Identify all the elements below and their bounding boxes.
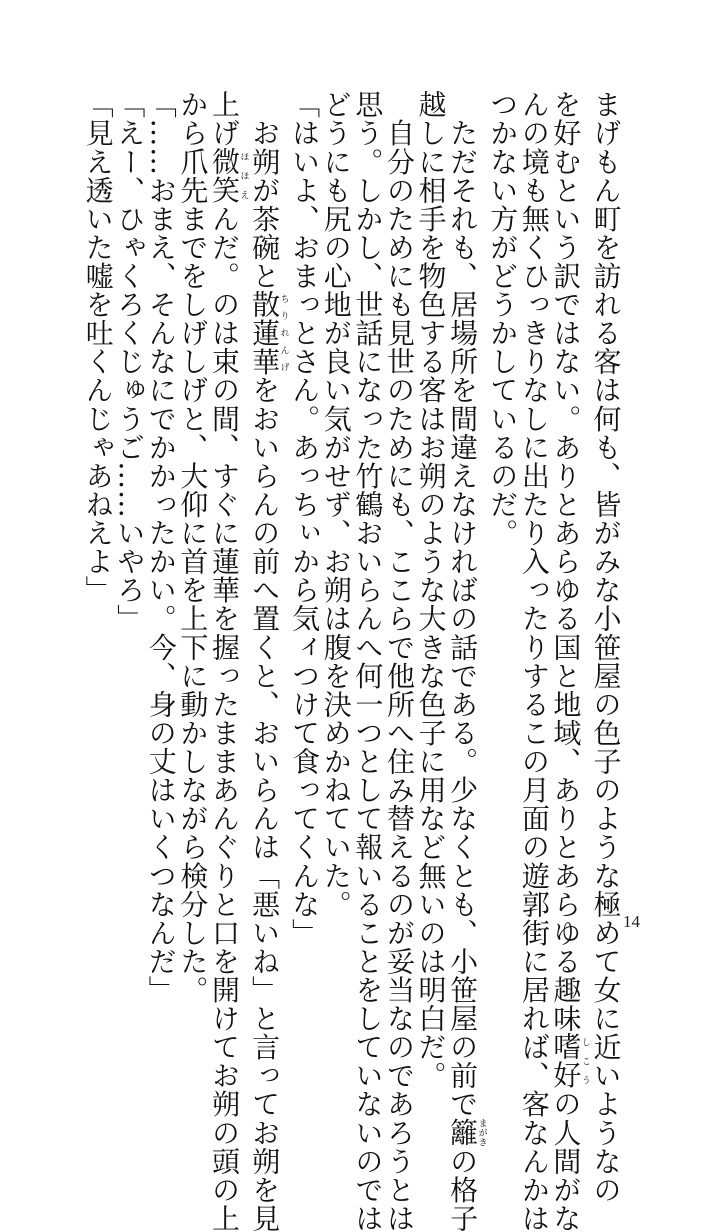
ruby-word (446, 1118, 487, 1147)
ruby-reading: しこう (579, 1032, 590, 1090)
text-segment: どうにも尻の心地が良い気がせず、お朔は腹を決めかねていた。 (319, 90, 353, 919)
ruby-base: 籬 (446, 1118, 480, 1147)
text-segment: 自分のためにも見世のためにも、ここらで他所へ住み替えるのが妥当なのであろうとは (382, 90, 416, 1232)
text-line (549, 90, 590, 1232)
text-line (351, 90, 385, 1232)
text-line (517, 90, 551, 1232)
ruby-reading: ほほえ (238, 147, 249, 205)
text-segment: 上げ (207, 90, 241, 148)
text-line (288, 90, 322, 947)
text-segment: つかない方がどうかしているのだ。 (486, 90, 520, 547)
page-number: 14 (623, 912, 640, 931)
text-segment: 「えー、ひゃくろくじゅうご……いやろ」 (113, 90, 147, 633)
text-segment: まげもん町を訪れる客は何も、皆がみな小笹屋の色子のような極めて女に近いようなの (589, 90, 623, 1204)
text-segment: 越しに相手を物色する客はお朔のような大きな色子に用など無いのは明白だ。 (414, 90, 448, 1090)
text-segment: をおいらんの前へ置くと、おいらんは「悪いね」と言ってお朔を見 (248, 375, 282, 1232)
text-segment: を好むという訳ではない。ありとあらゆる国と地域、ありとあらゆる趣味 (549, 90, 583, 1033)
text-line (176, 90, 210, 1004)
text-segment: んの境も無くひっきりなしに出たり入ったりするこの月面の遊郭街に居れば、客なんかは (517, 90, 551, 1232)
text-segment: 「はいよ、おまっとさん。あっちぃから気ィつけて食ってくんな」 (288, 90, 322, 947)
text-segment: んだ。のは束の間、すぐに蓮華を握ったままあんぐりと口を開けてお朔の頭の上 (207, 204, 241, 1232)
ruby-word (207, 147, 249, 205)
text-segment: の格子 (446, 1146, 480, 1232)
text-segment: 「……おまえ、そんなにでかかったかい。今、身の丈はいくつなんだ」 (144, 90, 178, 1004)
text-line (144, 90, 178, 1004)
ruby-base: 微笑 (207, 147, 241, 205)
ruby-reading: まがき (476, 1118, 487, 1147)
ruby-base: 嗜好 (549, 1032, 583, 1090)
text-line (589, 90, 623, 1204)
text-segment: 思う。しかし、世話になった竹鶴おいらんへ何一つとして報いることをしていないのでは (351, 90, 385, 1232)
text-line (382, 90, 416, 1232)
text-line (446, 90, 487, 1232)
text-line (248, 90, 289, 1232)
text-line (414, 90, 448, 1090)
text-line (487, 90, 519, 880)
text-segment: お朔が茶碗と (248, 90, 282, 290)
text-line (82, 90, 114, 880)
ruby-reading: ちりれんげ (278, 289, 289, 376)
ruby-base: 散蓮華 (248, 289, 282, 376)
text-line (114, 90, 146, 880)
text-line (319, 90, 353, 919)
text-segment: 「見え透いた嘘を吐くんじゃあねえよ」 (81, 90, 115, 605)
text-line (207, 90, 249, 1232)
text-segment: ただそれも、居場所を間違えなければの話である。少なくとも、小笹屋の前で (446, 90, 480, 1119)
text-segment: から爪先までをしげしげと、大仰に首を上下に動かしながら検分した。 (176, 90, 210, 1004)
ruby-word (248, 289, 289, 376)
vertical-text-lines (81, 90, 623, 1232)
text-segment: の人間がな (549, 1089, 583, 1232)
ruby-word (549, 1032, 590, 1090)
